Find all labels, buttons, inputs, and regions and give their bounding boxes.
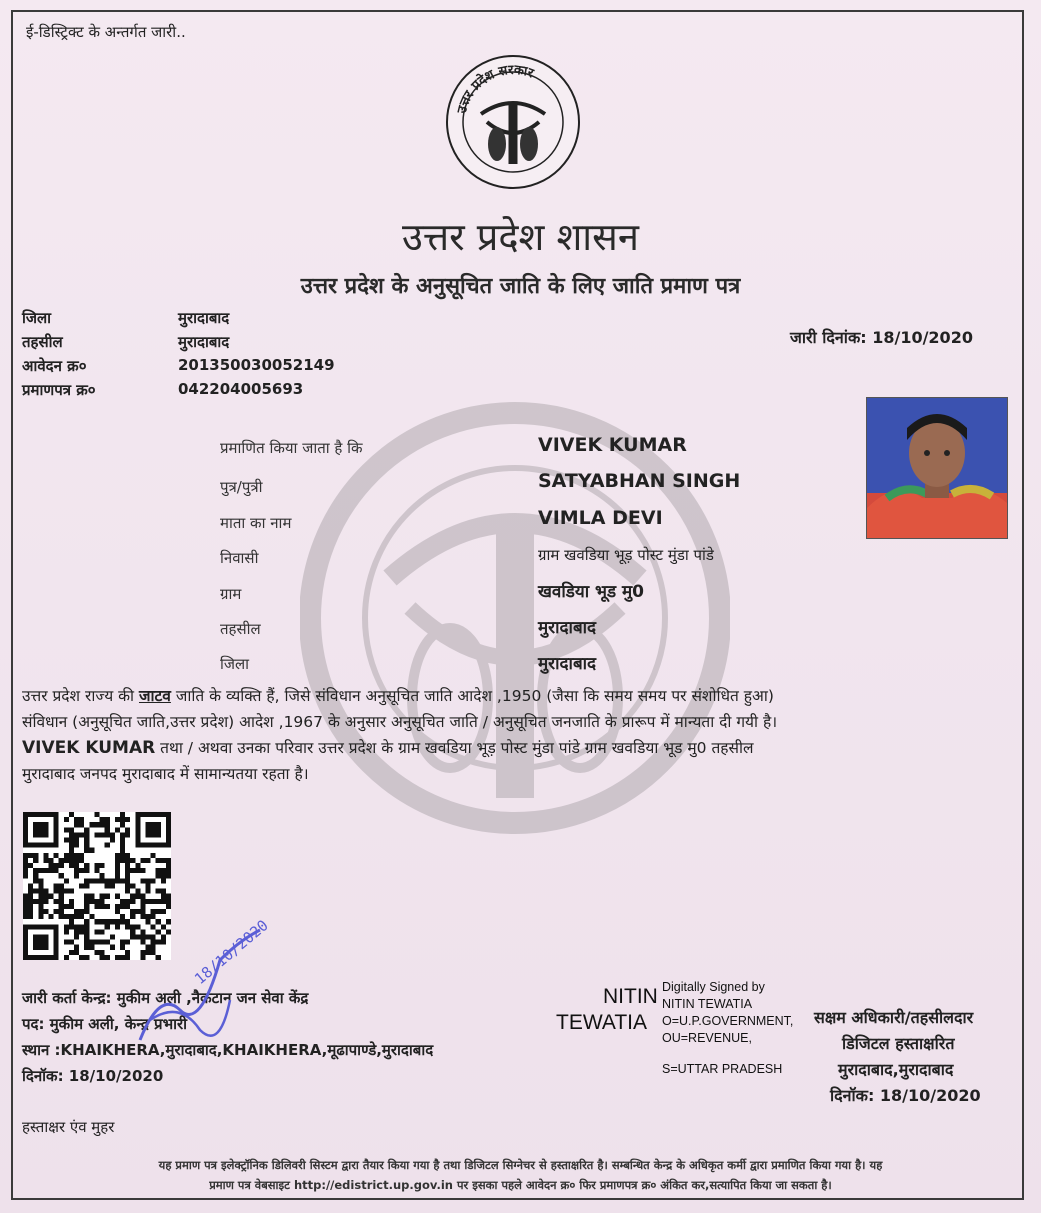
application-number-value: 201350030052149 [178, 356, 335, 374]
mother-name: VIMLA DEVI [538, 507, 663, 529]
detail-label-resident: निवासी [220, 549, 259, 567]
officer-title: सक्षम अधिकारी/तहसीलदार [814, 1008, 974, 1027]
detail-label-certified: प्रमाणित किया जाता है कि [220, 439, 363, 457]
footer-note-line1: यह प्रमाण पत्र इलेक्ट्रॉनिक डिलिवरी सिस्टम द्वारा तैयार किया गया है तथा डिजिटल सिग्नेचर से हस्ताक्षरित है। सम्बन्धित केन्द्र के अधिकृत कर्मी द्वारा प्रमाणित किया गया है। यह [158, 1158, 883, 1172]
up-govt-emblem-icon [443, 52, 583, 192]
issue-date-value: 18/10/2020 [872, 328, 973, 347]
statement-text: तथा / अथवा उनका परिवार उत्तर प्रदेश के ग्राम खवडिया भूड़ पोस्ट मुंडा पांडे ग्राम खवडिया भूड मु0 तहसील [155, 739, 754, 757]
issue-date-label: जारी दिनांक: [790, 328, 867, 347]
signer-name-line2: TEWATIA [556, 1011, 647, 1034]
digital-sign-line4: OU=REVENUE, [662, 1031, 752, 1045]
signer-name-line1: NITIN [603, 985, 658, 1008]
application-number-label: आवेदन क्र० [22, 357, 87, 375]
officer-place: मुरादाबाद,मुरादाबाद [838, 1060, 954, 1079]
statement-text: जाति के व्यक्ति हैं, जिसे संविधान अनुसूचित जाति आदेश ,1950 (जैसा कि समय समय पर संशोधित हुआ) [170, 687, 774, 705]
statement-text: उत्तर प्रदेश राज्य की [22, 687, 139, 705]
statement-applicant-name: VIVEK KUMAR [22, 738, 156, 758]
district-detail-value: मुरादाबाद [538, 654, 597, 674]
father-name: SATYABHAN SINGH [538, 470, 741, 492]
issued-under-edistrict-note: ई-डिस्ट्रिक्ट के अन्तर्गत जारी.. [26, 23, 186, 41]
digital-sign-line3: O=U.P.GOVERNMENT, [662, 1014, 794, 1028]
officer-sign-type: डिजिटल हस्ताक्षरित [842, 1034, 955, 1053]
issue-date [790, 326, 973, 348]
tehsil-value: मुरादाबाद [178, 333, 230, 351]
resident-value: ग्राम खवडिया भूड़ पोस्ट मुंडा पांडे [538, 546, 714, 564]
detail-label-tehsil: तहसील [220, 620, 261, 638]
certificate-statement [22, 683, 1012, 787]
detail-label-son-daughter: पुत्र/पुत्री [220, 478, 263, 496]
issuer-date: दिनॉक: 18/10/2020 [22, 1067, 164, 1085]
district-label: जिला [22, 309, 52, 327]
certificate-number-value: 042204005693 [178, 380, 304, 398]
statement-text: मुरादाबाद जनपद मुरादाबाद में सामान्यतया रहता है। [22, 765, 309, 783]
digital-sign-line1: Digitally Signed by [662, 980, 765, 994]
detail-label-district: जिला [220, 655, 250, 673]
officer-date: दिनॉक: 18/10/2020 [830, 1086, 981, 1105]
issuer-place: स्थान :KHAIKHERA,मुरादाबाद,KHAIKHERA,मूढापाण्डे,मुरादाबाद [22, 1041, 434, 1059]
handwritten-date: 18/10/2020 [191, 916, 272, 989]
emblem-text: उत्तर प्रदेश सरकार [454, 62, 536, 115]
footer-note-line2: प्रमाण पत्र वेबसाइट http://edistrict.up.gov.in पर इसका पहले आवेदन क्र० फिर प्रमाणपत्र क्र० अंकित कर,सत्यापित किया जा सकता है। [209, 1178, 832, 1192]
issuer-post: पद: मुकीम अली, केन्द्र प्रभारी [22, 1015, 188, 1033]
applicant-name: VIVEK KUMAR [538, 434, 687, 456]
handwritten-signature [120, 900, 280, 1060]
tehsil-label: तहसील [22, 333, 63, 351]
detail-label-mother: माता का नाम [220, 514, 292, 532]
tehsil-detail-value: मुरादाबाद [538, 618, 597, 638]
detail-label-village: ग्राम [220, 585, 242, 603]
certificate-number-label: प्रमाणपत्र क्र० [22, 381, 96, 399]
page-title: उत्तर प्रदेश शासन [402, 215, 639, 259]
statement-text: संविधान (अनुसूचित जाति,उत्तर प्रदेश) आदेश ,1967 के अनुसार अनुसूचित जाति / अनुसूचित जनजाति के प्रारूप में मान्यता दी गयी है। [22, 713, 778, 731]
digital-sign-line2: NITIN TEWATIA [662, 997, 753, 1011]
applicant-photo [866, 397, 1008, 539]
issuing-center: जारी कर्ता केन्द्र: मुकीम अली ,नैकटान जन सेवा केंद्र [22, 989, 309, 1007]
district-value: मुरादाबाद [178, 309, 230, 327]
certificate-subtitle: उत्तर प्रदेश के अनुसूचित जाति के लिए जाति प्रमाण पत्र [300, 274, 741, 299]
digital-sign-line5: S=UTTAR PRADESH [662, 1062, 783, 1076]
signature-seal-label: हस्ताक्षर एंव मुहर [22, 1118, 115, 1136]
village-value: खवडिया भूड मु0 [538, 582, 644, 602]
caste-name: जाटव [138, 687, 171, 705]
